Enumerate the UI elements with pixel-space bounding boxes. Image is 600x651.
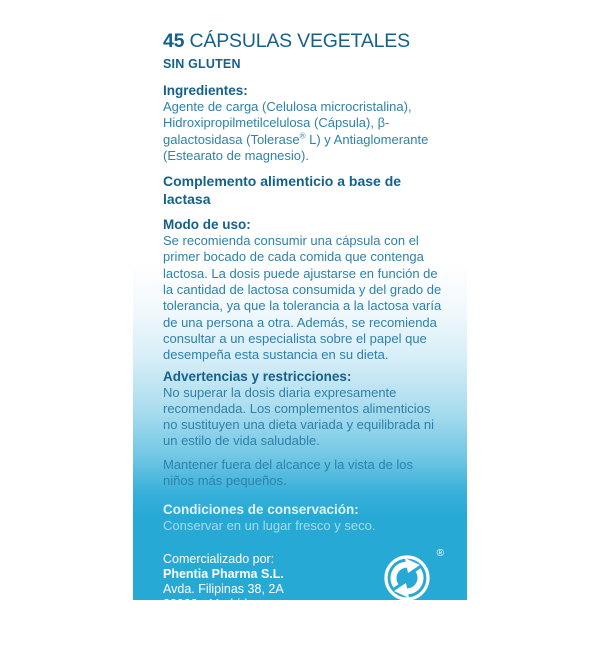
green-dot-icon xyxy=(381,547,444,604)
supplement-claim: Complemento alimenticio a base de lactasa xyxy=(163,173,402,208)
warnings-section xyxy=(163,369,445,490)
registry-line-1: N° de Registro xyxy=(163,620,245,635)
storage-body: Conservar en un lugar fresco y seco. xyxy=(163,518,376,534)
warnings-paragraph-1: No superar la dosis diaria expresamente recomendada. Los complementos alimenticios no sustituyen una dieta variada y equilibrada ni un estilo de vida saludable. xyxy=(163,384,435,449)
warnings-heading: Advertencias y restricciones: xyxy=(163,368,352,384)
storage-heading: Condiciones de conservación: xyxy=(163,502,359,518)
warnings-paragraph-2: Mantener fuera del alcance y la vista de los niños más pequeños. xyxy=(163,456,414,489)
label-footer xyxy=(163,547,445,651)
net-weight-value: 17,8 g. xyxy=(386,628,445,650)
distributor-address-1: Avda. Filipinas 38, 2A xyxy=(163,581,284,596)
ingredients-heading: Ingredientes: xyxy=(163,83,248,98)
capsule-title: CÁPSULAS VEGETALES xyxy=(189,30,410,52)
distributor-block xyxy=(163,552,289,651)
green-dot-recycling-icon xyxy=(381,552,433,604)
label-panel xyxy=(133,0,467,650)
net-weight xyxy=(319,629,445,651)
distributor-address-2: 28003 - Madrid xyxy=(163,596,248,611)
green-dot-registered-mark: ® xyxy=(436,547,444,559)
distributor-company: Phentia Pharma S.L. xyxy=(163,566,284,581)
ingredients-body xyxy=(163,99,445,164)
capsule-count: 45 xyxy=(163,30,185,52)
gluten-free-subtitle: SIN GLUTEN xyxy=(163,57,241,71)
registry-line-2: Sanitario 26.022614/M xyxy=(163,635,289,650)
registered-mark: ® xyxy=(299,131,306,141)
usage-section xyxy=(163,217,445,363)
distributor-heading: Comercializado por: xyxy=(163,551,275,566)
net-weight-label: Peso Neto: xyxy=(318,632,384,648)
usage-heading: Modo de uso: xyxy=(163,217,251,233)
usage-body: Se recomienda consumir una cápsula con el primer bocado de cada comida que contenga lactosa. La dosis puede ajustarse en función de la cantidad de lactosa consumida y del grado de tolerancia, ya que la tolerancia a la lactosa varía de una persona a otra. Además, se recomienda consultar a un especialista sobre el papel que desempeña esta sustancia en su dieta. xyxy=(163,233,442,363)
ingredients-body-pre: Agente de carga (Celulosa microcristalina), Hidroxipropilmetilcelulosa (Cápsula), β-galactosidasa (Tolerase xyxy=(163,99,412,147)
page-title xyxy=(163,30,445,53)
ingredients-section xyxy=(163,83,445,164)
codes-block xyxy=(303,547,445,651)
ingredients-body-post: L) y Antiaglomerante (Estearato de magnesio). xyxy=(163,131,429,163)
cn-code: C.N. 213928.2 xyxy=(354,611,445,628)
storage-section xyxy=(163,502,445,534)
